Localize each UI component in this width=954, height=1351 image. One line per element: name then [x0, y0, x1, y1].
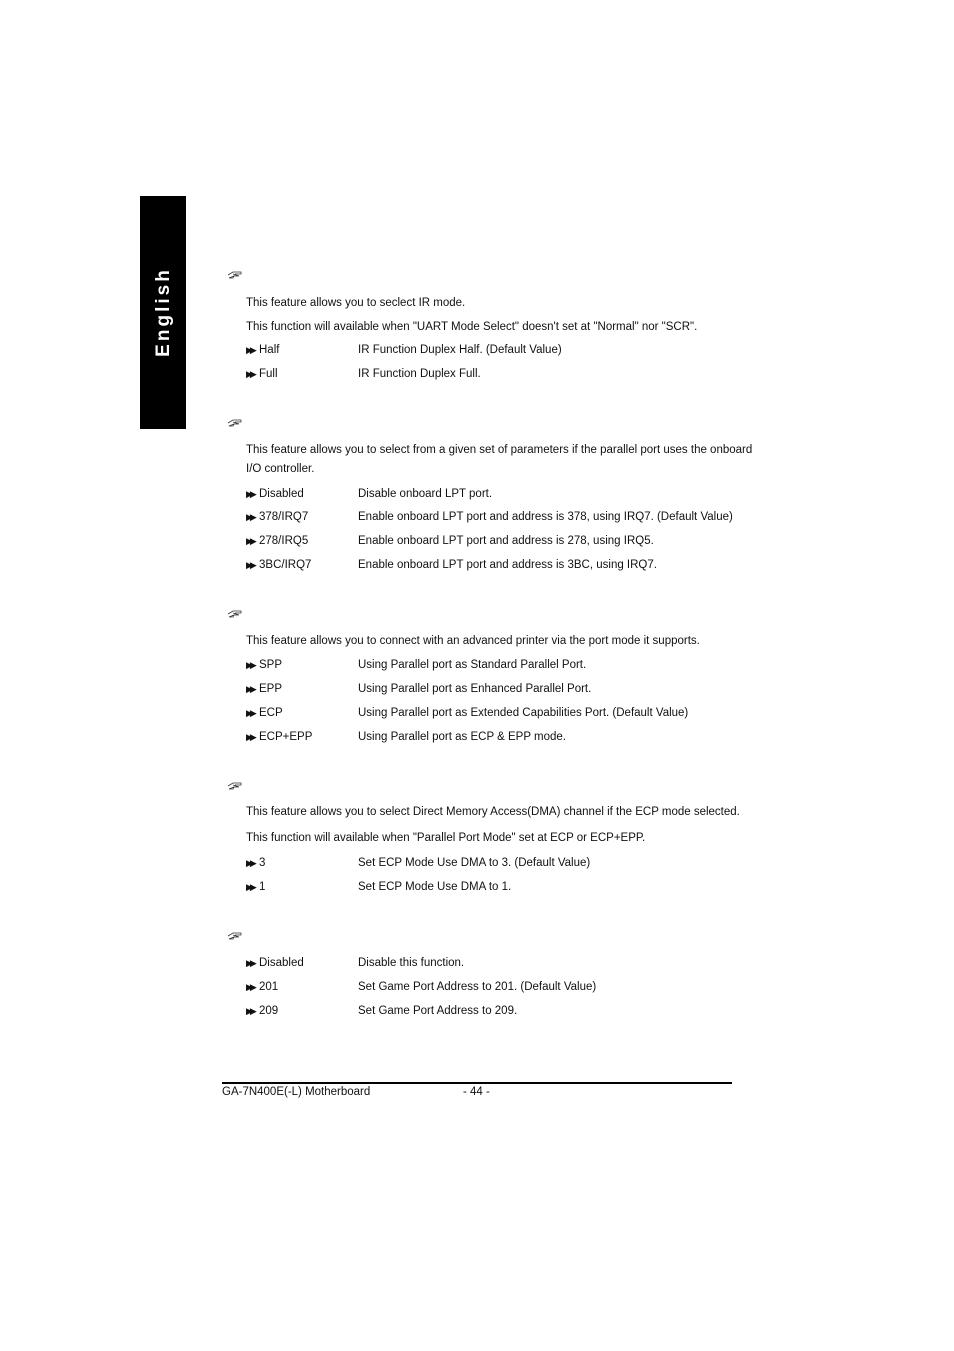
pointing-hand-icon — [227, 782, 243, 790]
double-arrow-icon: ▶▶ — [246, 858, 254, 868]
option-name: EPP — [259, 683, 283, 695]
option-name: 3BC/IRQ7 — [259, 559, 312, 571]
option-name: 378/IRQ7 — [259, 511, 309, 523]
option-description: Using Parallel port as Extended Capabilities Port. (Default Value) — [358, 707, 689, 719]
option-item — [246, 730, 312, 744]
double-arrow-icon: ▶▶ — [246, 1006, 254, 1016]
option-item — [246, 880, 265, 894]
option-name: Half — [259, 344, 280, 356]
option-description: Enable onboard LPT port and address is 278, using IRQ5. — [358, 535, 654, 547]
option-item — [246, 558, 311, 572]
option-description: Using Parallel port as Standard Parallel Port. — [358, 659, 587, 671]
double-arrow-icon: ▶▶ — [246, 732, 254, 742]
option-name: ECP+EPP — [259, 731, 313, 743]
double-arrow-icon: ▶▶ — [246, 512, 254, 522]
option-description: Disable this function. — [358, 957, 465, 969]
option-name: Disabled — [259, 488, 304, 500]
option-item — [246, 343, 279, 357]
pointing-hand-icon — [227, 419, 243, 427]
footer-rule — [222, 1082, 732, 1084]
paragraph: This feature allows you to select Direct Memory Access(DMA) channel if the ECP mode selected. — [246, 806, 740, 818]
option-description: Using Parallel port as ECP & EPP mode. — [358, 731, 566, 743]
option-description: IR Function Duplex Full. — [358, 368, 481, 380]
double-arrow-icon: ▶▶ — [246, 369, 254, 379]
option-name: 201 — [259, 981, 279, 993]
option-name: 3 — [259, 857, 266, 869]
pointing-hand-icon — [227, 610, 243, 618]
paragraph: This function will available when "Parallel Port Mode" set at ECP or ECP+EPP. — [246, 832, 646, 844]
language-tab-label: English — [153, 267, 174, 357]
double-arrow-icon: ▶▶ — [246, 708, 254, 718]
double-arrow-icon: ▶▶ — [246, 882, 254, 892]
option-description: Using Parallel port as Enhanced Parallel Port. — [358, 683, 592, 695]
pointing-hand-icon — [227, 271, 243, 279]
option-item — [246, 534, 308, 548]
option-name: Disabled — [259, 957, 304, 969]
option-name: 209 — [259, 1005, 279, 1017]
double-arrow-icon: ▶▶ — [246, 684, 254, 694]
double-arrow-icon: ▶▶ — [246, 536, 254, 546]
option-description: Enable onboard LPT port and address is 3BC, using IRQ7. — [358, 559, 657, 571]
option-description: Set Game Port Address to 209. — [358, 1005, 518, 1017]
option-name: 1 — [259, 881, 266, 893]
option-item — [246, 980, 278, 994]
option-item — [246, 510, 308, 524]
double-arrow-icon: ▶▶ — [246, 660, 254, 670]
option-name: 278/IRQ5 — [259, 535, 309, 547]
option-description: Disable onboard LPT port. — [358, 488, 493, 500]
double-arrow-icon: ▶▶ — [246, 982, 254, 992]
option-name: Full — [259, 368, 278, 380]
option-item — [246, 658, 282, 672]
option-item — [246, 487, 304, 501]
option-item — [246, 682, 282, 696]
pointing-hand-icon — [227, 932, 243, 940]
option-description: Set ECP Mode Use DMA to 3. (Default Value) — [358, 857, 591, 869]
option-description: Set ECP Mode Use DMA to 1. — [358, 881, 512, 893]
option-description: IR Function Duplex Half. (Default Value) — [358, 344, 562, 356]
option-item — [246, 956, 304, 970]
double-arrow-icon: ▶▶ — [246, 958, 254, 968]
option-item — [246, 1004, 278, 1018]
footer-model: GA-7N400E(-L) Motherboard — [222, 1086, 371, 1098]
paragraph: This feature allows you to select from a given set of parameters if the parallel port uses the onboard — [246, 444, 753, 456]
double-arrow-icon: ▶▶ — [246, 560, 254, 570]
double-arrow-icon: ▶▶ — [246, 489, 254, 499]
option-description: Set Game Port Address to 201. (Default Value) — [358, 981, 597, 993]
option-item — [246, 706, 283, 720]
page-number: - 44 - — [463, 1086, 490, 1098]
option-name: SPP — [259, 659, 283, 671]
paragraph: This function will available when "UART Mode Select" doesn't set at "Normal" nor "SCR". — [246, 321, 698, 333]
option-description: Enable onboard LPT port and address is 378, using IRQ7. (Default Value) — [358, 511, 733, 523]
paragraph: I/O controller. — [246, 463, 315, 475]
paragraph: This feature allows you to seclect IR mode. — [246, 297, 466, 309]
paragraph: This feature allows you to connect with an advanced printer via the port mode it supports. — [246, 635, 700, 647]
option-item — [246, 856, 265, 870]
double-arrow-icon: ▶▶ — [246, 345, 254, 355]
option-item — [246, 367, 278, 381]
option-name: ECP — [259, 707, 283, 719]
